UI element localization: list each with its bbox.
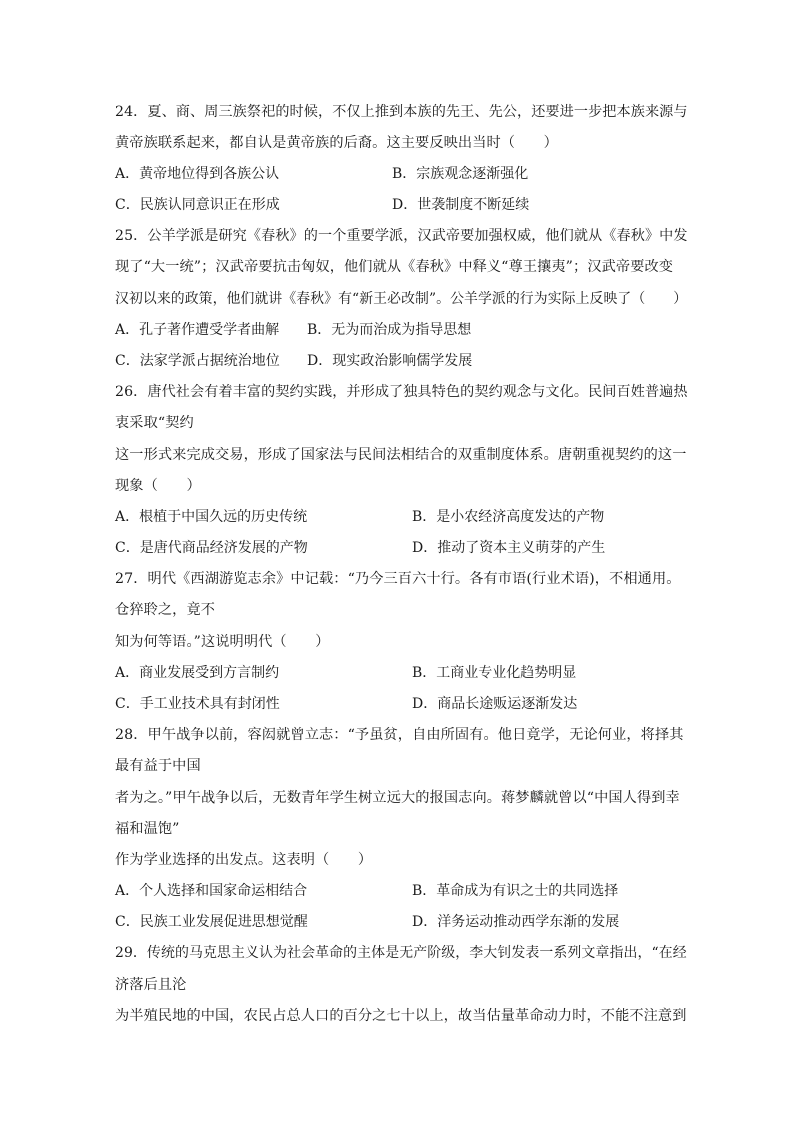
question-25-line-2: 现了“大一统”；汉武帝要抗击匈奴，他们就从《春秋》中释义“尊王攘夷”；汉武帝要改变 [115, 259, 674, 275]
question-29-line-1: 29．传统的马克思主义认为社会革命的主体是无产阶级，李大钊发表一系列文章指出，“在经 [115, 945, 687, 961]
question-25-option-d[interactable]: D．现实政治影响儒学发展 [307, 353, 473, 369]
question-28-option-a[interactable]: A．个人选择和国家命运相结合 [115, 883, 308, 899]
question-28-line-4: 福和温饱” [115, 821, 180, 837]
question-28-line-3: 者为之。”甲午战争以后，无数青年学生树立远大的报国志向。蒋梦麟就曾以“中国人得到幸 [115, 790, 680, 806]
question-24-option-b[interactable]: B．宗族观念逐渐强化 [392, 166, 529, 182]
question-29-line-2: 济落后且沦 [115, 977, 187, 993]
question-27-option-d[interactable]: D．商品长途贩运逐渐发达 [412, 696, 578, 712]
question-24-option-a[interactable]: A．黄帝地位得到各族公认 [115, 166, 280, 182]
question-28-line-1: 28．甲午战争以前，容闳就曾立志：“予虽贫，自由所固有。他日竟学，无论何业，将择其 [115, 727, 684, 743]
question-27-option-c[interactable]: C．手工业技术具有封闭性 [115, 696, 280, 712]
question-24-line-2: 黄帝族联系起来，都自认是黄帝族的后裔。这主要反映出当时（ ） [115, 135, 558, 151]
question-24-line-1: 24．夏、商、周三族祭祀的时候，不仅上推到本族的先王、先公，还要进一步把本族来源与 [115, 104, 688, 120]
question-26-line-2: 衷采取“契约 [115, 415, 194, 431]
question-26-option-d[interactable]: D．推动了资本主义萌芽的产生 [412, 540, 606, 556]
question-24-option-c[interactable]: C．民族认同意识正在形成 [115, 197, 280, 213]
question-25-option-a[interactable]: A．孔子著作遭受学者曲解 [115, 322, 280, 338]
question-28-line-2: 最有益于中国 [115, 758, 201, 774]
question-26-line-4: 现象（ ） [115, 478, 201, 494]
question-27-line-3: 知为何等语。”这说明明代（ ） [115, 634, 330, 650]
question-25-line-1: 25．公羊学派是研究《春秋》的一个重要学派，汉武帝要加强权威，他们就从《春秋》中发 [115, 228, 688, 244]
question-25-option-c[interactable]: C．法家学派占据统治地位 [115, 353, 280, 369]
question-24-option-d[interactable]: D．世袭制度不断延续 [392, 197, 530, 213]
question-25-option-b[interactable]: B．无为而治成为指导思想 [307, 322, 472, 338]
question-28-option-d[interactable]: D．洋务运动推动西学东渐的发展 [412, 914, 620, 930]
question-27-option-a[interactable]: A．商业发展受到方言制约 [115, 665, 280, 681]
question-27-line-2: 仓猝聆之，竟不 [115, 602, 216, 618]
question-26-option-b[interactable]: B．是小农经济高度发达的产物 [412, 509, 605, 525]
question-27-line-1: 27．明代《西湖游览志余》中记载：“乃今三百六十行。各有市语(行业术语)，不相通用。 [115, 571, 681, 587]
question-26-option-a[interactable]: A．根植于中国久远的历史传统 [115, 509, 308, 525]
question-26-line-1: 26．唐代社会有着丰富的契约实践，并形成了独具特色的契约观念与文化。民间百姓普遍热 [115, 384, 688, 400]
question-26-line-3: 这一形式来完成交易，形成了国家法与民间法相结合的双重制度体系。唐朝重视契约的这一 [115, 447, 687, 463]
question-28-line-5: 作为学业选择的出发点。这表明（ ） [115, 852, 373, 868]
question-28-option-b[interactable]: B．革命成为有识之士的共同选择 [412, 883, 619, 899]
question-25-line-3: 汉初以来的政策，他们就讲《春秋》有“新王必改制”。公羊学派的行为实际上反映了（ ） [115, 291, 688, 307]
question-29-line-3: 为半殖民地的中国，农民占总人口的百分之七十以上，故当估量革命动力时，不能不注意到 [115, 1008, 687, 1024]
question-26-option-c[interactable]: C．是唐代商品经济发展的产物 [115, 540, 308, 556]
question-27-option-b[interactable]: B．工商业专业化趋势明显 [412, 665, 577, 681]
question-28-option-c[interactable]: C．民族工业发展促进思想觉醒 [115, 914, 308, 930]
